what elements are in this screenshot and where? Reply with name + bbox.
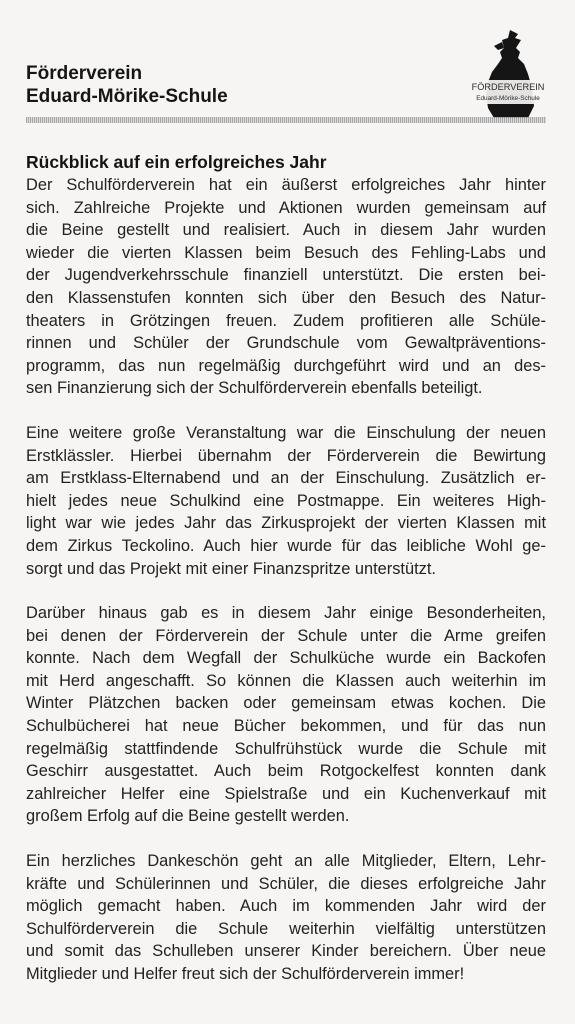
article-paragraph bbox=[26, 174, 546, 400]
paragraph-line: sich. Zahlreiche Projekte und Aktionen wurden gemeinsam auf bbox=[26, 198, 546, 217]
paragraph-line: Winter Plätzchen backen oder gemeinsam etwas kochen. Die bbox=[26, 694, 546, 713]
paragraph-line: konnte. Nach dem Wegfall der Schulküche wurde ein Backofen bbox=[26, 649, 546, 668]
org-name-line2: Eduard-Mörike-Schule bbox=[26, 86, 228, 107]
logo-text-line1: FÖRDERVEREIN bbox=[471, 82, 545, 92]
paragraph-line: den Klassenstufen konnten sich über den Besuch des Natur- bbox=[26, 288, 546, 307]
paragraph-line: großem Erfolg auf die Beine gestellt werden. bbox=[26, 807, 350, 826]
logo-text-line2: Eduard-Mörike-Schule bbox=[476, 95, 540, 102]
paragraph-line: möglich gemacht haben. Auch im kommenden Jahr wird der bbox=[26, 897, 546, 916]
paragraph-line: kräfte und Schülerinnen und Schüler, die dieses erfolgreiche Jahr bbox=[26, 874, 546, 893]
paragraph-line: mit Herd angeschafft. So können die Klassen auch weiterhin im bbox=[26, 671, 546, 690]
paragraph-line: wieder die vierten Klassen beim Besuch des Fehling-Labs und bbox=[26, 243, 546, 262]
paragraph-line: die Beine gestellt und realisiert. Auch in diesem Jahr wurden bbox=[26, 221, 546, 240]
paragraph-line: und somit das Schulleben unserer Kinder bereichern. Über neue bbox=[26, 942, 546, 961]
paragraph-line: Mitglieder und Helfer freut sich der Schulförderverein immer! bbox=[26, 965, 465, 983]
org-name-line1: Förderverein bbox=[26, 63, 143, 84]
article-paragraphs bbox=[26, 174, 546, 986]
paragraph-line: Ein herzliches Dankeschön geht an alle Mitglieder, Eltern, Lehr- bbox=[26, 852, 546, 871]
article-title: Rückblick auf ein erfolgreiches Jahr bbox=[26, 152, 327, 172]
paragraph-line: Der Schulförderverein hat ein äußerst erfolgreiches Jahr hinter bbox=[26, 176, 546, 194]
paragraph-line: dem Zirkus Teckolino. Auch hier wurde für das leibliche Wohl ge- bbox=[26, 536, 546, 555]
paragraph-line: sen Finanzierung sich der Schulförderverein ebenfalls beteiligt. bbox=[26, 379, 483, 398]
paragraph-line: Schulförderverein die Schule weiterhin vielfältig unterstützen bbox=[26, 919, 546, 938]
paragraph-line: theaters in Grötzingen freuen. Zudem profitieren alle Schüle- bbox=[26, 311, 546, 330]
paragraph-line: Eine weitere große Veranstaltung war die Einschulung der neuen bbox=[26, 423, 546, 442]
article-body bbox=[26, 152, 546, 1008]
paragraph-line: zahlreicher Helfer eine Spielstraße und ein Kuchenverkauf mit bbox=[26, 784, 546, 803]
paragraph-line: bei denen der Förderverein der Schule unter die Arme greifen bbox=[26, 626, 546, 645]
school-logo-icon bbox=[458, 28, 558, 120]
paragraph-line: programm, das nun regelmäßig durchgeführt wird und an des- bbox=[26, 356, 546, 375]
paragraph-line: Geschirr ausgestattet. Auch beim Rotgockelfest konnten dank bbox=[26, 762, 546, 781]
paragraph-line: light war wie jedes Jahr das Zirkusprojekt der vierten Klassen mit bbox=[26, 514, 546, 533]
paragraph-line: rinnen und Schüler der Grundschule vom Gewaltpräventions- bbox=[26, 334, 546, 353]
paragraph-line: am Erstklass-Elternabend und an der Einschulung. Zusätzlich er- bbox=[26, 469, 546, 488]
paragraph-line: Schulbücherei hat neue Bücher bekommen, und für das nun bbox=[26, 717, 546, 736]
paragraph-line: Erstklässler. Hierbei übernahm der Förderverein die Bewirtung bbox=[26, 446, 546, 465]
paragraph-line: sorgt und das Projekt mit einer Finanzspritze unterstützt. bbox=[26, 559, 436, 578]
paragraph-line: regelmäßig stattfindende Schulfrühstück wurde die Schule mit bbox=[26, 739, 546, 758]
article-paragraph bbox=[26, 422, 546, 580]
article-paragraph bbox=[26, 602, 546, 828]
article-paragraph bbox=[26, 850, 546, 986]
paragraph-line: der Jugendverkehrsschule finanziell unterstützt. Die ersten bei- bbox=[26, 266, 546, 285]
header-divider bbox=[26, 117, 546, 123]
paragraph-line: Darüber hinaus gab es in diesem Jahr einige Besonderheiten, bbox=[26, 604, 546, 623]
paragraph-line: hielt jedes neue Schulkind eine Postmappe. Ein weiteres High- bbox=[26, 491, 546, 510]
